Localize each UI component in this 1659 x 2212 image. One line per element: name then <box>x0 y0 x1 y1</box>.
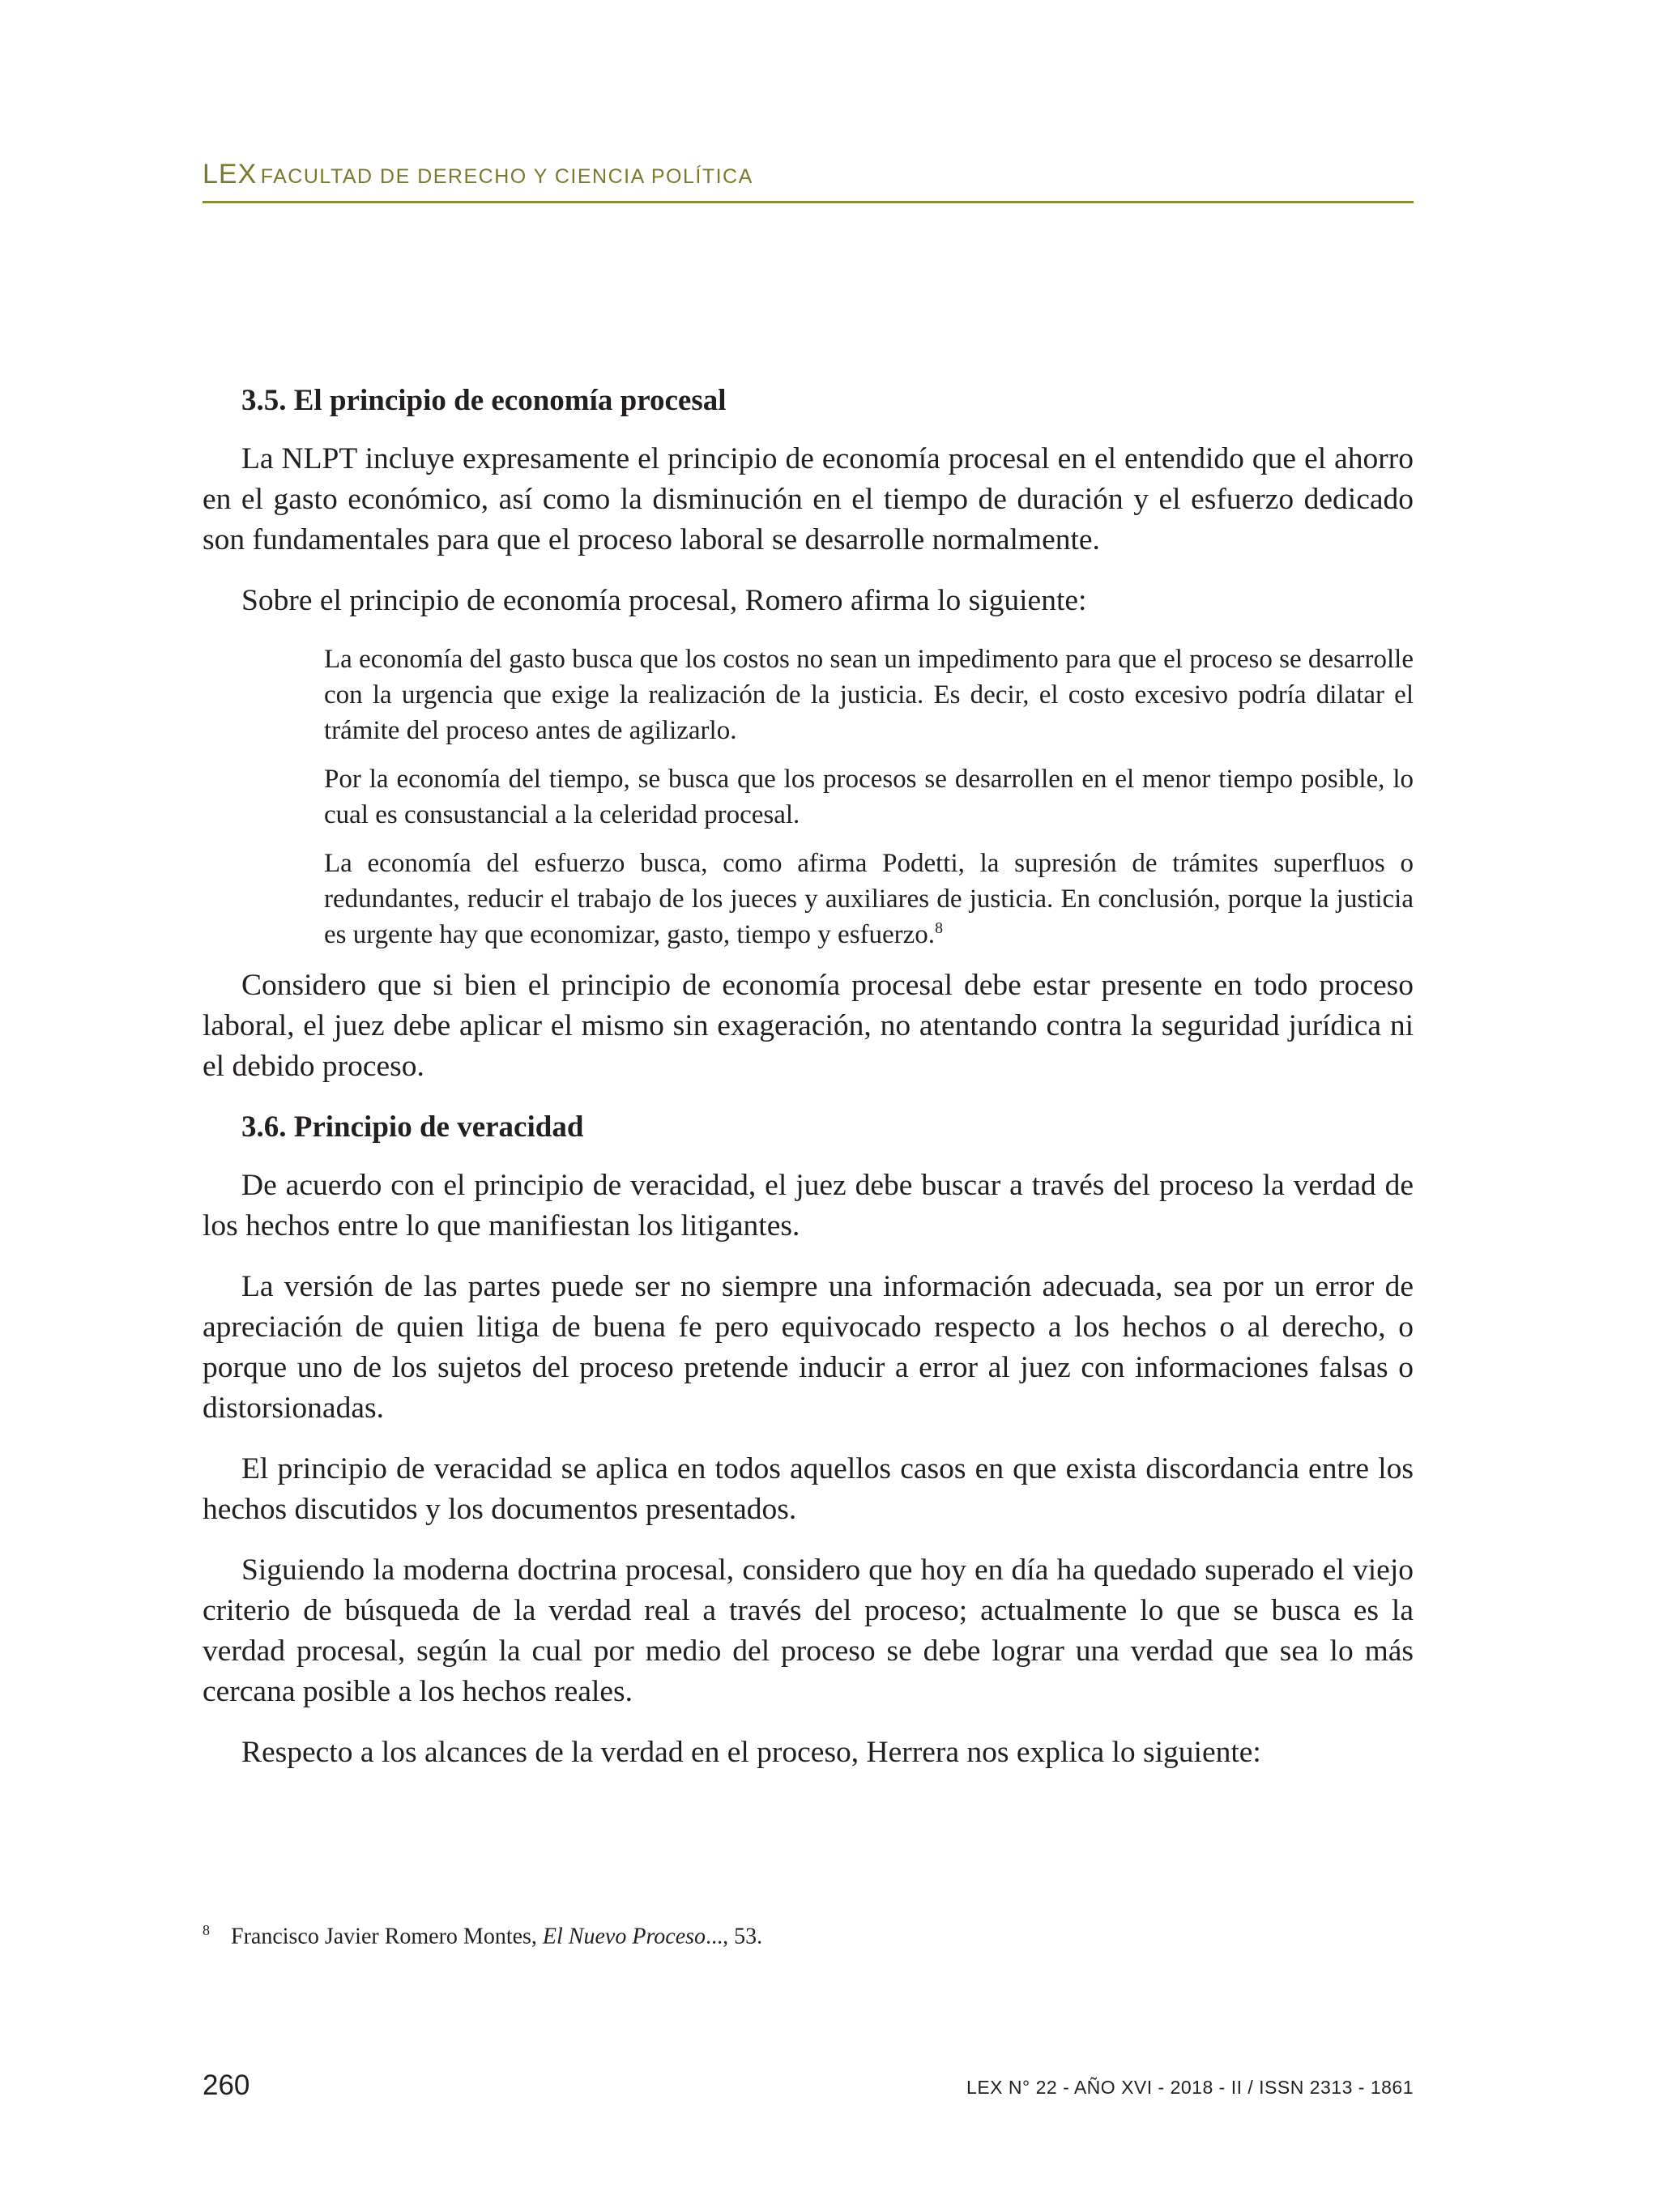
footnote-author: Francisco Javier Romero Montes, <box>231 1924 543 1950</box>
journal-info: LEX N° 22 - AÑO XVI - 2018 - II / ISSN 2313 - 1861 <box>966 2077 1414 2098</box>
footnote-ref[interactable]: 8 <box>935 919 943 937</box>
footnote-title: El Nuevo Proceso <box>542 1924 706 1950</box>
footnote <box>203 1916 1414 1951</box>
quote-paragraph <box>324 846 1414 953</box>
paragraph: Siguiendo la moderna doctrina procesal, considero que hoy en día ha quedado superado el viejo criterio de búsqueda de la verdad real a través del proceso; actualmente lo que se busca es la verdad procesal, según la cual por medio del proceso se debe lograr una verdad que sea lo más cercana posible a los hechos reales. <box>203 1554 1414 1708</box>
paragraph: De acuerdo con el principio de veracidad, el juez debe buscar a través del proceso la verdad de los hechos entre lo que manifiestan los litigantes. <box>203 1169 1414 1242</box>
header-lex: LEX <box>203 159 258 190</box>
block-quote <box>324 641 1414 953</box>
quote-paragraph: La economía del gasto busca que los costos no sean un impedimento para que el proceso se desarrolle con la urgencia que exige la realización de la justicia. Es decir, el costo excesivo podría dilatar el trámite del proceso antes de agilizarlo. <box>324 645 1414 745</box>
header-faculty: FACULTAD DE DERECHO Y CIENCIA POLÍTICA <box>260 165 753 188</box>
section-heading-3-5: 3.5. El principio de economía procesal <box>241 384 727 417</box>
paragraph: Respecto a los alcances de la verdad en el proceso, Herrera nos explica lo siguiente: <box>241 1736 1261 1769</box>
paragraph: La versión de las partes puede ser no siempre una información adecuada, sea por un error de apreciación de quien litiga de buena fe pero equivocado respecto a los hechos o al derecho, o porque uno de los sujetos del proceso pretende inducir a error al juez con informaciones falsas o distorsionadas. <box>203 1270 1414 1425</box>
page-body <box>203 381 1414 1793</box>
paragraph: Considero que si bien el principio de economía procesal debe estar presente en todo proceso laboral, el juez debe aplicar el mismo sin exageración, no atentando contra la seguridad jurídica ni el debido proceso. <box>203 969 1414 1083</box>
paragraph: La NLPT incluye expresamente el principio de economía procesal en el entendido que el ahorro en el gasto económico, así como la disminución en el tiempo de duración y el esfuerzo dedicado son fundamentales para que el proceso laboral se desarrolle normalmente. <box>203 442 1414 556</box>
paragraph: Sobre el principio de economía procesal, Romero afirma lo siguiente: <box>241 584 1087 617</box>
quote-paragraph: Por la economía del tiempo, se busca que los procesos se desarrollen en el menor tiempo posible, lo cual es consustancial a la celeridad procesal. <box>324 765 1414 829</box>
quote-text: La economía del esfuerzo busca, como afirma Podetti, la supresión de trámites superfluos o redundantes, reducir el trabajo de los jueces y auxiliares de justicia. En conclusión, porque la justicia es urgente hay que economizar, gasto, tiempo y esfuerzo. <box>324 849 1414 949</box>
running-header <box>203 159 1414 203</box>
footnote-rest: ..., 53. <box>706 1924 763 1950</box>
footnote-number: 8 <box>203 1922 210 1938</box>
paragraph: El principio de veracidad se aplica en todos aquellos casos en que exista discordancia entre los hechos discutidos y los documentos presentados. <box>203 1452 1414 1526</box>
section-heading-3-6: 3.6. Principio de veracidad <box>241 1110 584 1144</box>
page-number: 260 <box>203 2069 250 2101</box>
